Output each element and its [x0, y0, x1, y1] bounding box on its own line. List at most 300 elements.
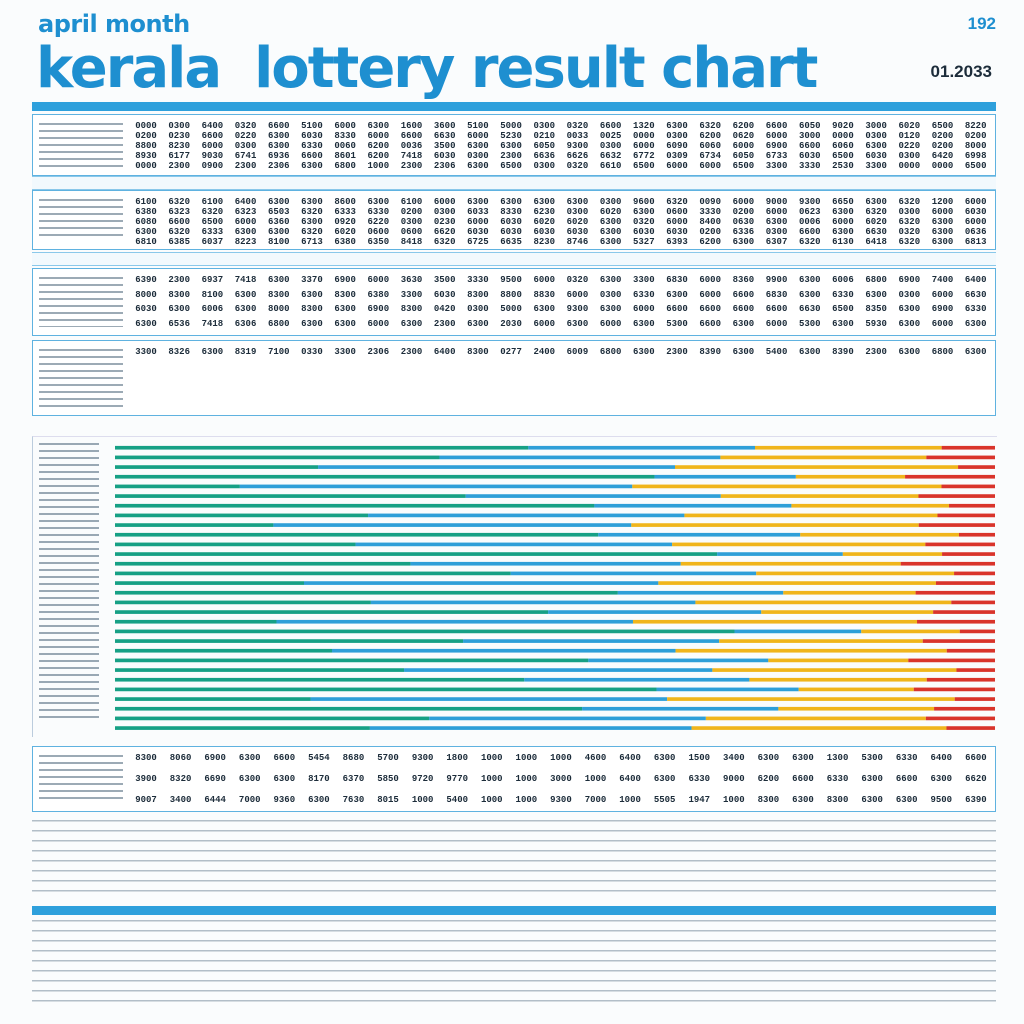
table-cell: 3330: [467, 275, 489, 285]
table-cell: 5850: [377, 774, 399, 784]
table-cell: 6330: [367, 207, 390, 217]
fine-print-upper: [32, 820, 996, 896]
table-cell: 6000: [732, 141, 755, 151]
table-cell: 1000: [480, 774, 503, 784]
table-row: [133, 290, 989, 300]
table-cell: 2300: [500, 151, 522, 161]
table-cell: 6300: [964, 318, 987, 329]
table-cell: 3000: [865, 121, 887, 131]
chart-bar: [115, 533, 598, 537]
table-cell: 6300: [334, 318, 356, 329]
table-cell: 8350: [865, 304, 887, 315]
table-cell: 8400: [699, 217, 721, 227]
chart-bar: [934, 707, 995, 711]
table-cell: 6300: [666, 121, 688, 131]
fine-print-lower: [32, 920, 996, 1010]
results-block-3: [32, 268, 996, 336]
title-left: kerala: [36, 36, 221, 101]
chart-bar: [796, 475, 905, 479]
chart-bar: [800, 533, 959, 537]
table-cell: 6400: [619, 774, 641, 784]
chart-bar: [370, 726, 692, 730]
table-cell: 5930: [865, 318, 887, 329]
table-cell: 6030: [566, 227, 589, 237]
table-cell: 0000: [633, 131, 655, 141]
table-cell: 6000: [699, 275, 721, 285]
table-cell: 0200: [931, 131, 954, 141]
table-cell: 6020: [533, 217, 556, 227]
table-row: [133, 131, 989, 141]
table-cell: 8060: [169, 753, 192, 763]
table-cell: 6300: [135, 227, 157, 237]
table-cell: 8601: [334, 151, 356, 161]
block-2-legend: [39, 199, 123, 241]
chart-bar: [919, 523, 995, 527]
table-cell: 6330: [301, 141, 323, 151]
table-cell: 6020: [566, 217, 589, 227]
table-cell: 6000: [699, 289, 721, 300]
table-cell: 6320: [433, 237, 456, 247]
chart-bar: [115, 601, 371, 605]
table-cell: 2300: [168, 161, 190, 171]
chart-bar: [371, 601, 696, 605]
table-cell: 6060: [699, 141, 721, 151]
table-cell: 6300: [301, 197, 323, 207]
table-cell: 8800: [135, 141, 157, 151]
table-cell: 8000: [964, 141, 987, 151]
table-cell: 9900: [765, 275, 788, 285]
block-2-rows: [133, 197, 989, 247]
table-cell: 6033: [467, 207, 489, 217]
table-cell: 2300: [433, 318, 456, 329]
table-row: [133, 237, 989, 247]
table-cell: 6300: [308, 795, 330, 805]
table-cell: 7630: [342, 795, 365, 805]
table-cell: 0230: [433, 217, 456, 227]
chart-bar: [115, 465, 318, 469]
table-cell: 6300: [238, 753, 261, 763]
table-cell: 8680: [342, 753, 365, 763]
chart-bar: [949, 504, 995, 508]
table-cell: 8170: [308, 774, 330, 784]
table-cell: 0300: [898, 207, 921, 217]
table-cell: 6400: [619, 753, 641, 763]
block-4-legend: [39, 349, 123, 407]
table-cell: 8390: [832, 347, 854, 357]
table-cell: 6320: [898, 197, 921, 207]
table-cell: 0000: [135, 161, 157, 171]
table-cell: 6503: [267, 207, 290, 217]
table-cell: 6000: [533, 318, 556, 329]
table-cell: 6418: [865, 237, 887, 247]
table-cell: 6177: [168, 151, 190, 161]
table-cell: 9500: [500, 275, 522, 285]
chart-bar: [749, 678, 926, 682]
table-cell: 0320: [633, 217, 655, 227]
table-cell: 7100: [267, 347, 290, 357]
table-cell: 6320: [798, 237, 821, 247]
table-cell: 8100: [267, 237, 290, 247]
table-cell: 1000: [411, 795, 434, 805]
table-cell: 6300: [267, 197, 290, 207]
table-cell: 6050: [533, 141, 556, 151]
table-cell: 6000: [732, 197, 755, 207]
table-cell: 8300: [135, 753, 157, 763]
table-cell: 3600: [433, 121, 456, 131]
chart-bar: [115, 591, 618, 595]
table-cell: 0320: [566, 275, 589, 285]
chart-svg: [33, 437, 997, 737]
table-cell: 6600: [267, 121, 290, 131]
chart-bar: [721, 494, 919, 498]
table-cell: 6030: [500, 227, 522, 237]
table-cell: 0300: [533, 121, 556, 131]
table-cell: 6050: [732, 151, 755, 161]
table-cell: 7400: [931, 275, 954, 285]
table-cell: 3300: [865, 161, 887, 171]
chart-bar: [115, 562, 410, 566]
chart-bar: [958, 465, 995, 469]
table-cell: 8300: [757, 795, 780, 805]
table-cell: 6813: [964, 237, 987, 247]
table-cell: 6300: [633, 207, 655, 217]
table-cell: 7000: [584, 795, 607, 805]
chart-bar: [524, 678, 749, 682]
table-cell: 0025: [599, 131, 622, 141]
table-cell: 9300: [411, 753, 434, 763]
chart-bar: [960, 630, 995, 634]
table-cell: 6300: [865, 197, 887, 207]
table-cell: 8360: [732, 275, 755, 285]
table-cell: 6650: [832, 197, 854, 207]
table-cell: 6600: [965, 753, 987, 763]
table-cell: 6600: [400, 131, 423, 141]
table-cell: 6300: [301, 318, 323, 329]
table-cell: 6300: [467, 161, 489, 171]
table-cell: 6000: [334, 121, 356, 131]
table-cell: 8326: [168, 347, 190, 357]
table-cell: 6300: [467, 318, 489, 329]
table-cell: 1000: [550, 753, 572, 763]
table-cell: 6230: [533, 207, 556, 217]
table-cell: 0200: [964, 131, 987, 141]
table-cell: 6050: [798, 121, 821, 131]
table-cell: 6030: [798, 151, 821, 161]
table-cell: 6030: [500, 217, 522, 227]
table-cell: 5327: [633, 237, 655, 247]
table-cell: 6000: [633, 304, 655, 315]
table-cell: 6300: [792, 753, 814, 763]
table-cell: 3330: [699, 207, 721, 217]
table-cell: 1800: [446, 753, 468, 763]
table-cell: 6300: [533, 197, 556, 207]
chart-bar: [594, 504, 791, 508]
table-cell: 6030: [433, 151, 456, 161]
table-cell: 6320: [168, 227, 190, 237]
chart-bar: [632, 485, 941, 489]
table-cell: 6300: [792, 795, 814, 805]
chart-bar: [692, 726, 947, 730]
table-cell: 6600: [798, 141, 821, 151]
table-cell: 3370: [301, 275, 323, 285]
chart-bar: [115, 572, 511, 576]
table-row: [133, 121, 989, 131]
chart-bar: [115, 620, 277, 624]
chart-bar: [548, 610, 761, 614]
month-label: april month: [38, 10, 190, 38]
table-cell: 6307: [765, 237, 788, 247]
table-cell: 0230: [168, 131, 190, 141]
table-cell: 9360: [273, 795, 296, 805]
chart-bar: [942, 552, 995, 556]
block-3-legend: [39, 277, 123, 327]
table-row: [133, 207, 989, 217]
footer-band: [32, 906, 996, 915]
table-cell: 6300: [732, 318, 755, 329]
chart-bar: [466, 494, 721, 498]
table-cell: 1000: [584, 774, 607, 784]
chart-bar: [672, 543, 925, 547]
table-cell: 1000: [515, 795, 538, 805]
table-row: [133, 151, 989, 161]
table-cell: 6300: [832, 318, 854, 329]
chart-bar: [277, 620, 633, 624]
table-cell: 6300: [931, 237, 954, 247]
table-cell: 6350: [367, 237, 390, 247]
chart-bar: [115, 610, 548, 614]
table-cell: 6385: [168, 237, 190, 247]
table-cell: 5454: [308, 753, 330, 763]
table-cell: 6400: [433, 347, 456, 357]
table-cell: 6400: [964, 275, 987, 285]
table-cell: 1200: [931, 197, 954, 207]
chart-bar: [463, 639, 719, 643]
table-cell: 6220: [367, 217, 390, 227]
table-cell: 3400: [723, 753, 745, 763]
table-cell: 1000: [367, 161, 390, 171]
table-cell: 8300: [826, 795, 849, 805]
table-cell: 6300: [267, 141, 290, 151]
table-cell: 6100: [400, 197, 423, 207]
table-cell: 6600: [792, 774, 814, 784]
table-cell: 6300: [931, 217, 954, 227]
table-cell: 6900: [367, 304, 390, 315]
table-cell: 6300: [533, 304, 556, 315]
table-cell: 3630: [400, 275, 423, 285]
chart-bar: [908, 659, 995, 663]
results-block-4: [32, 340, 996, 416]
table-cell: 6030: [865, 151, 887, 161]
table-cell: 8330: [334, 131, 356, 141]
table-row: [133, 753, 989, 763]
table-cell: 6800: [931, 347, 954, 357]
table-cell: 0000: [135, 121, 157, 131]
table-cell: 1500: [688, 753, 711, 763]
table-cell: 6320: [898, 217, 921, 227]
table-cell: 2300: [666, 347, 688, 357]
table-cell: 6713: [301, 237, 323, 247]
table-cell: 6600: [699, 318, 721, 329]
table-cell: 6000: [765, 207, 788, 217]
table-cell: 0036: [400, 141, 423, 151]
table-cell: 7418: [234, 275, 257, 285]
chart-bar: [755, 446, 942, 450]
table-cell: 6536: [168, 318, 190, 329]
table-cell: 0300: [666, 131, 688, 141]
table-cell: 0620: [732, 131, 755, 141]
table-cell: 6200: [699, 237, 721, 247]
table-cell: 9300: [798, 197, 821, 207]
table-cell: 0420: [433, 304, 456, 315]
results-block-2: [32, 190, 996, 250]
chart-bar: [115, 630, 735, 634]
chart-bar: [684, 514, 937, 518]
block-3-rows: [133, 275, 989, 329]
table-cell: 2030: [500, 318, 522, 329]
chart-bar: [843, 552, 942, 556]
table-cell: 3300: [400, 289, 423, 300]
table-cell: 3500: [433, 275, 456, 285]
table-cell: 6600: [765, 304, 788, 315]
table-row: [133, 227, 989, 237]
chart-bar: [588, 659, 768, 663]
table-cell: 0300: [865, 131, 887, 141]
chart-bar: [410, 562, 680, 566]
table-cell: 6620: [965, 774, 987, 784]
table-cell: 6030: [433, 289, 456, 300]
table-cell: 5230: [500, 131, 522, 141]
table-cell: 6800: [865, 275, 887, 285]
chart-bar: [618, 591, 783, 595]
table-cell: 0033: [566, 131, 589, 141]
table-cell: 6300: [168, 304, 190, 315]
table-cell: 6610: [599, 161, 622, 171]
table-cell: 6380: [367, 289, 390, 300]
chart-bar: [927, 678, 995, 682]
table-cell: 8230: [168, 141, 190, 151]
table-cell: 6000: [964, 197, 987, 207]
table-cell: 6600: [895, 774, 918, 784]
table-cell: 1000: [480, 795, 503, 805]
table-cell: 6390: [965, 795, 987, 805]
table-cell: 6300: [500, 141, 522, 151]
table-cell: 6320: [699, 121, 721, 131]
chart-bar: [657, 688, 799, 692]
table-cell: 6734: [699, 151, 721, 161]
table-cell: 8320: [169, 774, 192, 784]
table-cell: 8418: [400, 237, 423, 247]
table-cell: 0600: [666, 207, 688, 217]
table-cell: 6600: [168, 217, 190, 227]
chart-bar: [115, 504, 594, 508]
chart-bar: [905, 475, 995, 479]
table-cell: 6130: [832, 237, 854, 247]
table-cell: 8000: [135, 289, 157, 300]
table-cell: 0200: [931, 141, 954, 151]
block-5-rows: [133, 753, 989, 805]
table-cell: 9020: [832, 121, 854, 131]
table-cell: 6333: [334, 207, 356, 217]
table-cell: 0900: [201, 161, 224, 171]
chart-bar: [115, 668, 404, 672]
table-cell: 6336: [732, 227, 755, 237]
chart-bar: [115, 678, 524, 682]
chart-bar: [511, 572, 757, 576]
table-cell: 6500: [500, 161, 522, 171]
table-cell: 6390: [135, 275, 157, 285]
results-bar-chart: [32, 436, 997, 737]
table-cell: 6620: [433, 227, 456, 237]
table-cell: 6006: [832, 275, 854, 285]
table-cell: 6300: [930, 774, 953, 784]
table-cell: 6300: [798, 347, 821, 357]
table-cell: 6300: [861, 774, 883, 784]
table-cell: 6632: [599, 151, 622, 161]
chart-date: 01.2033: [930, 62, 992, 81]
table-cell: 6400: [234, 197, 257, 207]
table-cell: 9300: [566, 304, 589, 315]
table-cell: 6800: [267, 318, 290, 329]
table-cell: 6200: [757, 774, 780, 784]
table-cell: 6030: [467, 227, 489, 237]
table-cell: 6600: [273, 753, 296, 763]
page-title: [36, 36, 816, 101]
table-cell: 8230: [533, 237, 556, 247]
chart-bar: [429, 717, 706, 721]
table-cell: 0277: [500, 347, 522, 357]
chart-bar: [115, 456, 440, 460]
table-cell: 6600: [798, 227, 821, 237]
table-cell: 0200: [699, 227, 721, 237]
table-cell: 6100: [135, 197, 157, 207]
table-cell: 6000: [964, 217, 987, 227]
table-cell: 2306: [367, 347, 390, 357]
table-cell: 9600: [633, 197, 655, 207]
table-cell: 6500: [832, 304, 854, 315]
table-cell: 6000: [467, 131, 489, 141]
table-cell: 3000: [798, 131, 821, 141]
table-cell: 6090: [666, 141, 688, 151]
table-cell: 6000: [433, 197, 456, 207]
table-cell: 5100: [301, 121, 323, 131]
table-cell: 1000: [515, 753, 538, 763]
table-cell: 6393: [666, 237, 688, 247]
table-cell: 6600: [732, 289, 755, 300]
table-cell: 0300: [765, 227, 788, 237]
table-cell: 3900: [135, 774, 157, 784]
table-cell: 5400: [765, 347, 788, 357]
table-cell: 6400: [930, 753, 953, 763]
table-cell: 6733: [765, 151, 788, 161]
chart-bar: [676, 649, 947, 653]
table-cell: 0000: [931, 161, 954, 171]
table-cell: 6300: [301, 217, 323, 227]
chart-bar: [914, 688, 995, 692]
table-cell: 9500: [930, 795, 953, 805]
section-divider-1: [32, 176, 996, 190]
table-cell: 0636: [964, 227, 987, 237]
table-cell: 6000: [367, 275, 390, 285]
table-cell: 2306: [267, 161, 290, 171]
table-cell: 6500: [201, 217, 224, 227]
table-cell: 6420: [931, 151, 954, 161]
table-cell: 6300: [566, 197, 589, 207]
table-cell: 6300: [653, 774, 676, 784]
table-cell: 1947: [688, 795, 711, 805]
table-cell: 6300: [334, 304, 356, 315]
table-row: [133, 304, 989, 314]
table-cell: 6600: [301, 151, 323, 161]
